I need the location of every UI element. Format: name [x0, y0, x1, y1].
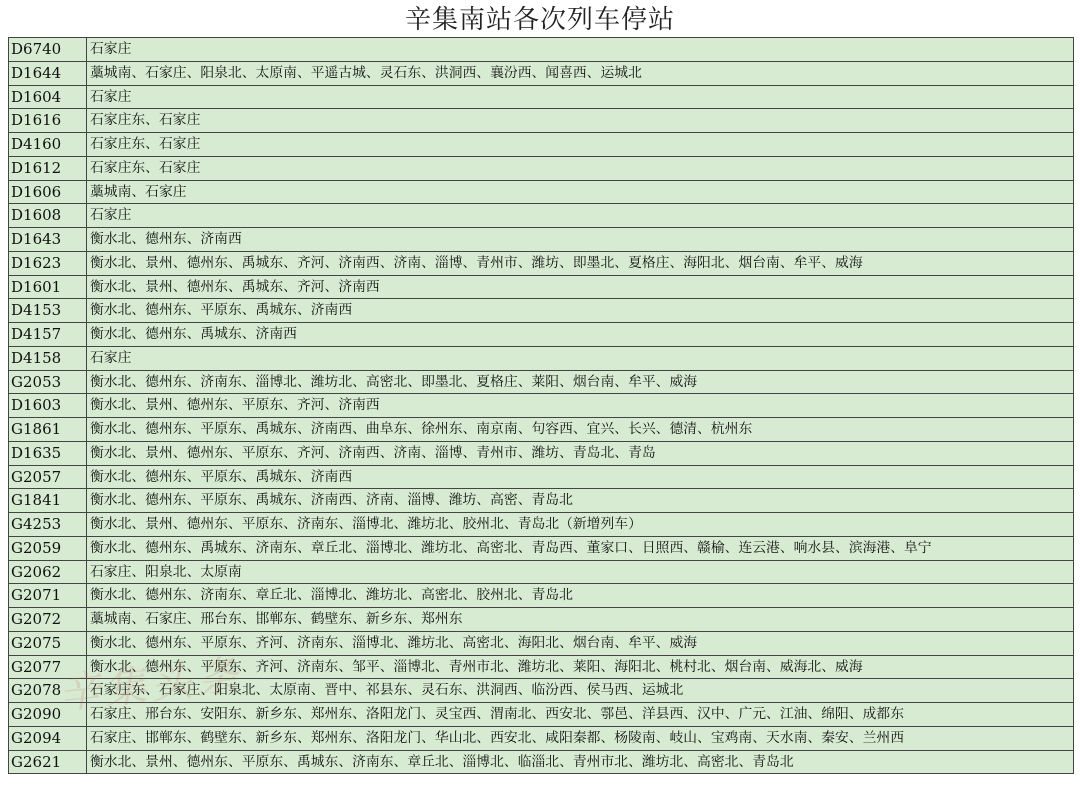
train-number-cell: G2059: [9, 537, 87, 560]
train-number-cell: G2057: [9, 466, 87, 489]
train-number-cell: G2621: [9, 751, 87, 774]
stops-cell: 藁城南、石家庄、阳泉北、太原南、平遥古城、灵石东、洪洞西、襄汾西、闻喜西、运城北: [90, 64, 642, 81]
stops-cell: 衡水北、德州东、禹城东、济南东、章丘北、淄博北、潍坊北、高密北、青岛西、董家口、日照西、赣榆、连云港、响水县、滨海港、阜宁: [90, 539, 932, 556]
table-row: [8, 38, 1074, 62]
stops-cell: 藁城南、石家庄: [90, 183, 187, 200]
train-number-cell: G2094: [9, 727, 87, 750]
train-number-cell: D1644: [9, 62, 87, 85]
stops-cell: 衡水北、德州东、平原东、齐河、济南东、淄博北、潍坊北、高密北、海阳北、烟台南、牟平、威海: [90, 634, 698, 651]
stops-cell: 衡水北、德州东、平原东、齐河、济南东、邹平、淄博北、青州市北、潍坊北、莱阳、海阳北、桃村北、烟台南、威海北、威海: [90, 658, 863, 675]
table-row: [8, 679, 1074, 703]
train-number-cell: G2062: [9, 561, 87, 584]
stops-cell: 衡水北、景州、德州东、平原东、济南东、淄博北、潍坊北、胶州北、青岛北（新增列车）: [90, 516, 642, 532]
table-row: [8, 751, 1074, 775]
table-row: [8, 418, 1074, 442]
stops-cell: 衡水北、德州东、平原东、禹城东、济南西、曲阜东、徐州东、南京南、句容西、宜兴、长兴、德清、杭州东: [90, 421, 753, 437]
table-row: [8, 299, 1074, 323]
train-number-cell: D1606: [9, 181, 87, 204]
stops-cell: 石家庄东、石家庄、阳泉北、太原南、晋中、祁县东、灵石东、洪洞西、临汾西、侯马西、运城北: [90, 682, 684, 699]
stops-cell: 石家庄、邢台东、安阳东、新乡东、郑州东、洛阳龙门、灵宝西、渭南北、西安北、鄠邑、洋县西、汉中、广元、江油、绵阳、成都东: [90, 706, 905, 722]
stops-cell: 石家庄: [90, 207, 132, 224]
train-number-cell: D1635: [9, 442, 87, 465]
table-row: [8, 632, 1074, 656]
table-row: [8, 323, 1074, 347]
stops-cell: 衡水北、德州东、平原东、禹城东、济南西、济南、淄博、潍坊、高密、青岛北: [90, 492, 573, 509]
table-row: [8, 157, 1074, 181]
table-row: [8, 537, 1074, 561]
stops-cell: 石家庄东、石家庄: [90, 136, 201, 152]
stops-cell: 石家庄: [90, 41, 132, 57]
stops-cell: 石家庄东、石家庄: [90, 112, 201, 129]
train-number-cell: G2072: [9, 608, 87, 631]
table-row: [8, 394, 1074, 418]
stops-cell: 衡水北、景州、德州东、平原东、禹城东、济南东、章丘北、淄博北、临淄北、青州市北、潍坊北、高密北、青岛北: [90, 753, 794, 770]
train-number-cell: G2078: [9, 679, 87, 702]
train-number-cell: G2075: [9, 632, 87, 655]
stops-cell: 衡水北、景州、德州东、禹城东、齐河、济南西: [90, 278, 380, 295]
stops-cell: 衡水北、德州东、禹城东、济南西: [90, 326, 297, 342]
table-row: [8, 62, 1074, 86]
table-row: [8, 584, 1074, 608]
train-number-cell: D1603: [9, 394, 87, 417]
stops-cell: 衡水北、景州、德州东、禹城东、齐河、济南西、济南、淄博、青州市、潍坊、即墨北、夏格庄、海阳北、烟台南、牟平、威海: [90, 254, 863, 271]
stops-cell: 衡水北、景州、德州东、平原东、齐河、济南西、济南、淄博、青州市、潍坊、青岛北、青岛: [90, 444, 656, 461]
stops-cell: 石家庄: [90, 349, 132, 366]
table-row: [8, 252, 1074, 276]
train-number-cell: D1604: [9, 86, 87, 109]
train-number-cell: D1601: [9, 276, 87, 299]
train-number-cell: D4153: [9, 299, 87, 322]
table-row: [8, 656, 1074, 680]
stops-cell: 衡水北、德州东、平原东、禹城东、济南西: [90, 468, 353, 485]
stops-cell: 衡水北、德州东、济南东、章丘北、淄博北、潍坊北、高密北、胶州北、青岛北: [90, 587, 573, 604]
table-row: [8, 347, 1074, 371]
stops-cell: 石家庄: [90, 88, 132, 105]
table-row: [8, 466, 1074, 490]
train-number-cell: D6740: [9, 38, 87, 61]
train-number-cell: G2053: [9, 371, 87, 394]
table-row: [8, 228, 1074, 252]
table-row: [8, 276, 1074, 300]
stops-cell: 石家庄、阳泉北、太原南: [90, 563, 242, 580]
table-row: [8, 133, 1074, 157]
table-row: [8, 561, 1074, 585]
table-row: [8, 727, 1074, 751]
page-title: 辛集南站各次列车停站: [404, 5, 675, 35]
stops-cell: 藁城南、石家庄、邢台东、邯郸东、鹤壁东、新乡东、郑州东: [90, 611, 463, 627]
train-number-cell: G2090: [9, 703, 87, 726]
table-row: [8, 703, 1074, 727]
train-number-cell: D1612: [9, 157, 87, 180]
train-number-cell: G1861: [9, 418, 87, 441]
train-number-cell: D1643: [9, 228, 87, 251]
table-row: [8, 608, 1074, 632]
stops-cell: 衡水北、德州东、济南东、淄博北、潍坊北、高密北、即墨北、夏格庄、莱阳、烟台南、牟平、威海: [90, 373, 698, 390]
train-number-cell: G1841: [9, 489, 87, 512]
stops-cell: 衡水北、景州、德州东、平原东、齐河、济南西: [90, 397, 380, 414]
train-number-cell: G4253: [9, 513, 87, 536]
table-row: [8, 371, 1074, 395]
train-stop-table: [8, 37, 1074, 774]
table-row: [8, 86, 1074, 110]
train-number-cell: D1623: [9, 252, 87, 275]
stops-cell: 衡水北、德州东、平原东、禹城东、济南西: [90, 302, 353, 319]
train-number-cell: G2077: [9, 656, 87, 679]
table-row: [8, 442, 1074, 466]
stops-cell: 石家庄、邯郸东、鹤壁东、新乡东、郑州东、洛阳龙门、华山北、西安北、咸阳秦都、杨陵南、岐山、宝鸡南、天水南、秦安、兰州西: [90, 729, 905, 746]
train-number-cell: D4160: [9, 133, 87, 156]
train-number-cell: D4158: [9, 347, 87, 370]
train-number-cell: G2071: [9, 584, 87, 607]
stops-cell: 石家庄东、石家庄: [90, 159, 201, 176]
table-row: [8, 181, 1074, 205]
table-row: [8, 489, 1074, 513]
table-row: [8, 204, 1074, 228]
train-number-cell: D1608: [9, 204, 87, 227]
table-row: [8, 109, 1074, 133]
train-number-cell: D4157: [9, 323, 87, 346]
train-number-cell: D1616: [9, 109, 87, 132]
stops-cell: 衡水北、德州东、济南西: [90, 231, 242, 247]
table-row: [8, 513, 1074, 537]
